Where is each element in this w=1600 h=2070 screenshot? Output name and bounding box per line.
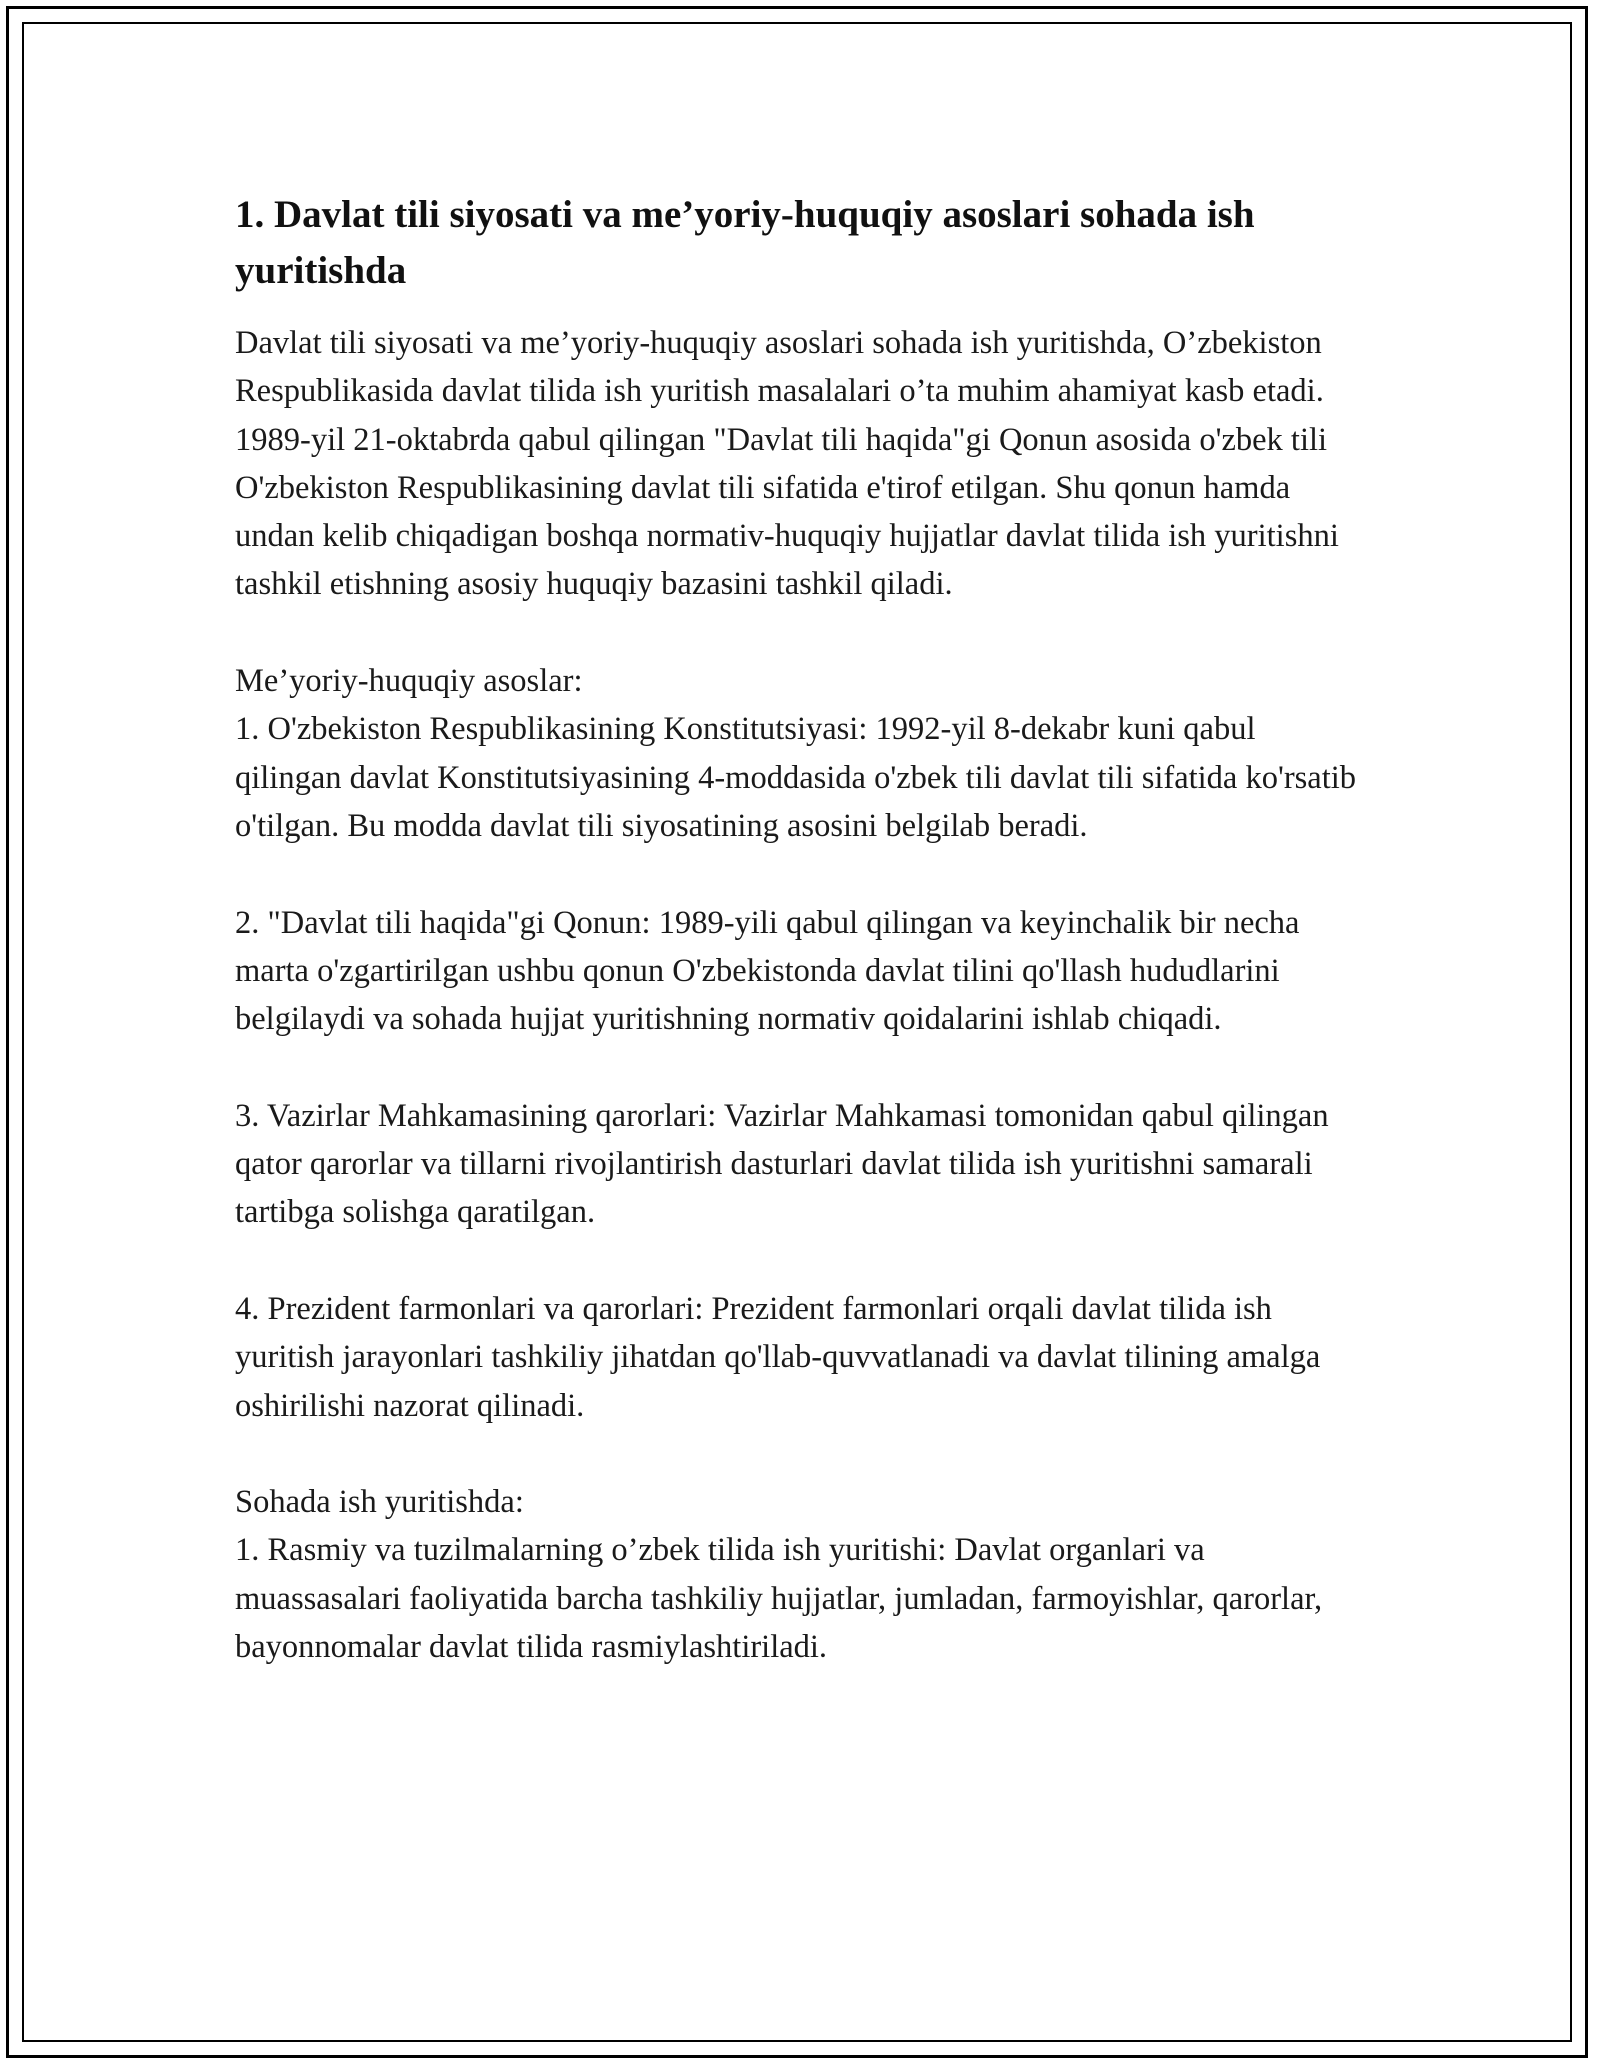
- legal-item-cabinet-resolutions: 3. Vazirlar Mahkamasining qarorlari: Vazirlar Mahkamasi tomonidan qabul qilingan qator qarorlar va tillarni rivojlantirish dasturlari davlat tilida ish yuritishni samarali tartibga solishga qaratilgan.: [235, 1097, 1329, 1231]
- practice-item-official-records: 1. Rasmiy va tuzilmalarning o’zbek tilida ish yuritishi: Davlat organlari va muassasalari faoliyatida barcha tashkiliy hujjatlar, jumladan, farmoyishlar, qarorlar, bayonnomalar davlat tilida rasmiylashtiriladi.: [235, 1532, 1323, 1666]
- paragraph-spacer: [235, 1430, 1370, 1478]
- document-title: 1. Davlat tili siyosati va me’yoriy-huquqiy asoslari sohada ish yuritishda: [235, 193, 1255, 292]
- paragraph-spacer: [235, 1043, 1370, 1091]
- paragraph-spacer: [235, 609, 1370, 657]
- document-body: [235, 187, 1370, 1671]
- paragraph-spacer: [235, 850, 1370, 898]
- practice-heading: Sohada ish yuritishda:: [235, 1484, 524, 1521]
- intro-paragraph: Davlat tili siyosati va me’yoriy-huquqiy asoslari sohada ish yuritishda, O’zbekiston Respublikasida davlat tilida ish yuritish masalalari o’ta muhim ahamiyat kasb etadi. 1989-yil 21-oktabrda qabul qilingan "Davlat tili haqida"gi Qonun asosida o'zbek tili O'zbekiston Respublikasining davlat tili sifatida e'tirof etilgan. Shu qonun hamda undan kelib chiqadigan boshqa normativ-huquqiy hujjatlar davlat tilida ish yuritishni tashkil etishning asosiy huquqiy bazasini tashkil qiladi.: [235, 325, 1339, 603]
- legal-item-constitution: 1. O'zbekiston Respublikasining Konstitutsiyasi: 1992-yil 8-dekabr kuni qabul qilingan davlat Konstitutsiyasining 4-moddasida o'zbek tili davlat tili sifatida ko'rsatib o'tilgan. Bu modda davlat tili siyosatining asosini belgilab beradi.: [235, 711, 1357, 844]
- legal-item-presidential-decrees: 4. Prezident farmonlari va qarorlari: Prezident farmonlari orqali davlat tilida ish yuritish jarayonlari tashkiliy jihatdan qo'llab-quvvatlanadi va davlat tilining amalga oshirilishi nazorat qilinadi.: [235, 1290, 1321, 1424]
- legal-item-language-law: 2. "Davlat tili haqida"gi Qonun: 1989-yili qabul qilingan va keyinchalik bir necha marta o'zgartirilgan ushbu qonun O'zbekistonda davlat tilini qo'llash hududlarini belgilaydi va sohada hujjat yuritishning normativ qoidalarini ishlab chiqadi.: [235, 904, 1300, 1038]
- paragraph-spacer: [235, 1237, 1370, 1285]
- legal-basis-heading: Me’yoriy-huquqiy asoslar:: [235, 663, 583, 700]
